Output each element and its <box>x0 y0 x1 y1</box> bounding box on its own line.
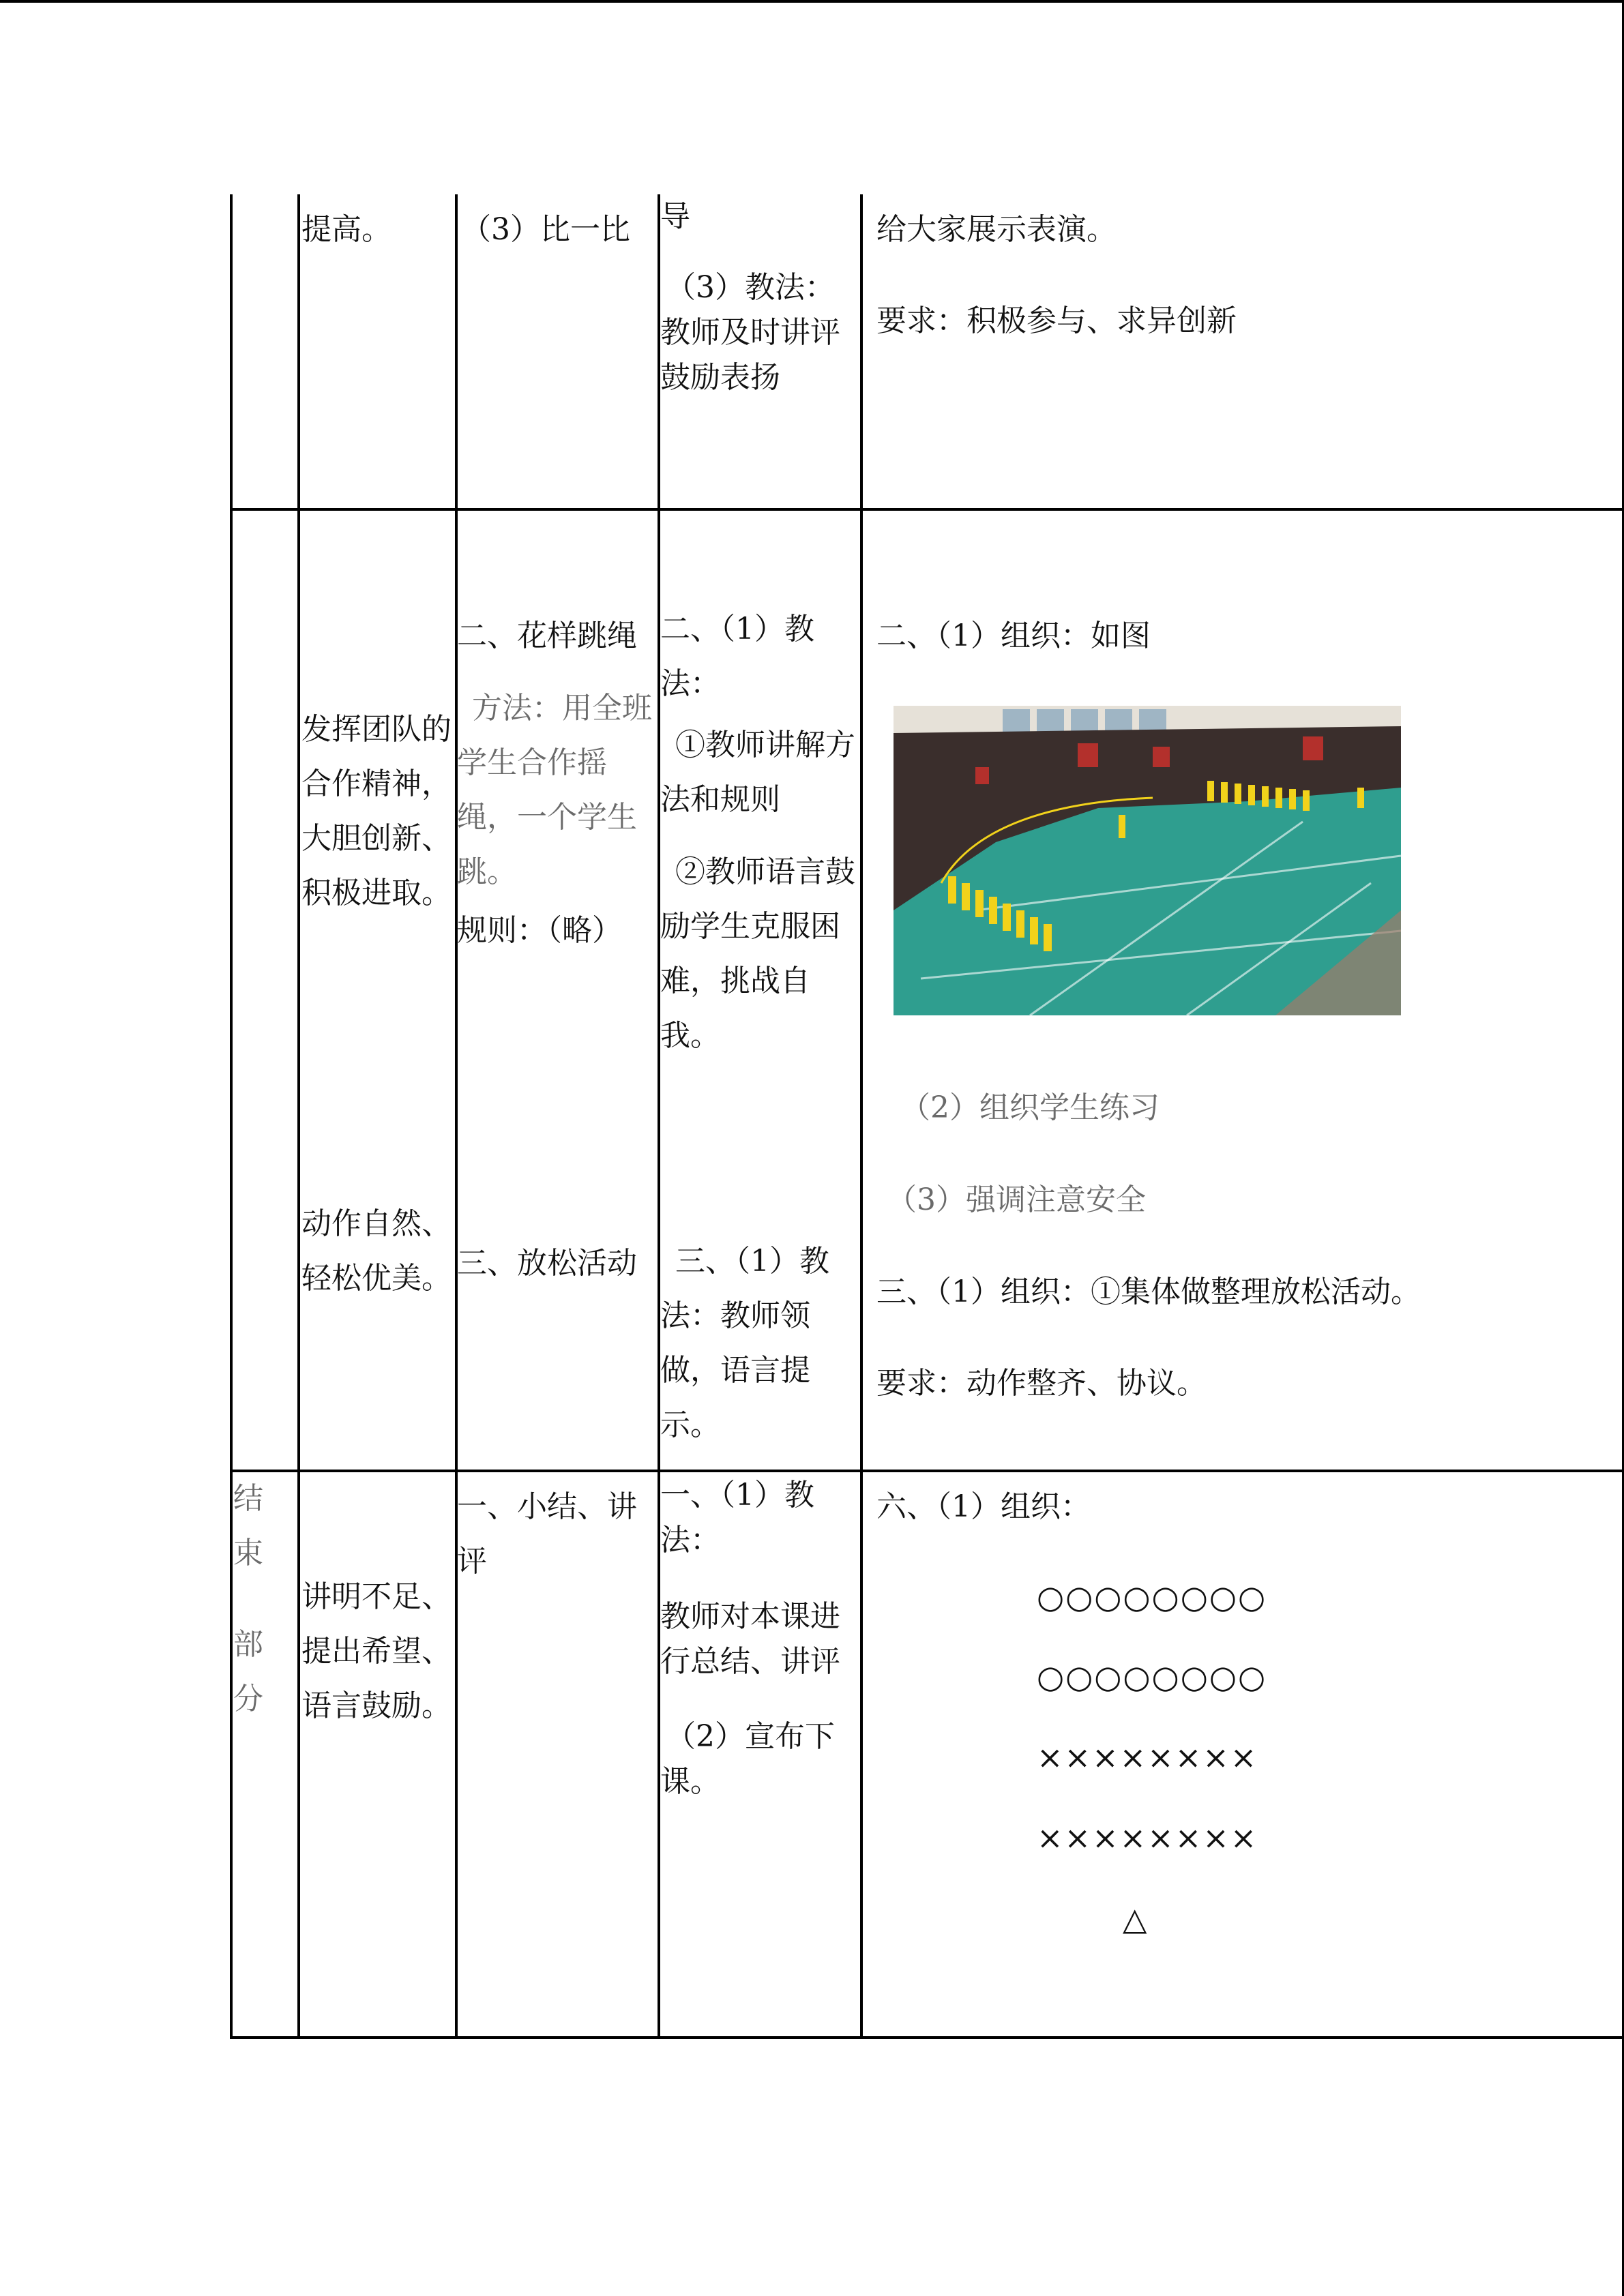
row2-organization-relax: 三、（1）组织：①集体做整理放松活动。 要求：动作整齐、协议。 <box>876 1274 1421 1401</box>
formation-row-1: ○○○○○○○○ <box>1037 1579 1267 1615</box>
row2-goal-teamwork: 发挥团队的合作精神，大胆创新、积极进取。 <box>301 712 452 910</box>
formation-teacher-marker: △ <box>1123 1900 1149 1937</box>
row1-method: 导 （3）教法：教师及时讲评鼓励表扬 <box>660 199 840 395</box>
row3-goal: 讲明不足、提出希望、语言鼓励。 <box>301 1579 452 1723</box>
table-line-v2 <box>297 194 300 2039</box>
row3-method: 一、（1）教法： 教师对本课进行总结、讲评 （2）宣布下课。 <box>660 1478 840 1799</box>
row3-content: 一、小结、讲评 <box>457 1489 637 1579</box>
row2-organization-title: 二、（1）组织：如图 <box>876 618 1151 653</box>
table-line-v5 <box>860 194 863 2039</box>
row1-organization: 给大家展示表演。 要求：积极参与、求异创新 <box>876 212 1237 338</box>
row2-goal-relax: 动作自然、轻松优美。 <box>301 1206 452 1296</box>
rope-jumping-photo <box>894 706 1401 1015</box>
table-line-v3 <box>455 194 458 2039</box>
row3-section-label: 结 束 部 分 <box>233 1481 263 1716</box>
row2-organization-practice: （2）组织学生练习 <box>900 1090 1160 1125</box>
table-line-h1 <box>230 508 1624 511</box>
row2-content-relax: 三、放松活动 <box>457 1246 637 1281</box>
formation-row-2: ○○○○○○○○ <box>1037 1658 1267 1695</box>
table-line-v1 <box>230 194 233 2039</box>
row2-organization-safety: （3）强调注意安全 <box>887 1182 1146 1217</box>
table-line-h3 <box>230 2036 1624 2039</box>
row2-content-rope: 二、花样跳绳 方法：用全班学生合作摇绳，一个学生跳。 规则：（略） <box>457 618 652 948</box>
page-top-border <box>0 0 1624 3</box>
formation-row-4: ×××××××× <box>1037 1819 1258 1856</box>
row2-method-relax: 三、（1）教法：教师领做，语言提示。 <box>660 1244 829 1442</box>
row3-organization-title: 六、（1）组织： <box>876 1489 1091 1524</box>
table-line-h2 <box>230 1470 1624 1472</box>
row1-content: （3）比一比 <box>461 212 630 247</box>
row2-method: 二、（1）教法： ①教师讲解方法和规则 ②教师语言鼓励学生克服困难，挑战自我。 <box>660 612 855 1053</box>
row1-goal: 提高。 <box>301 212 392 247</box>
formation-row-3: ×××××××× <box>1037 1739 1258 1776</box>
